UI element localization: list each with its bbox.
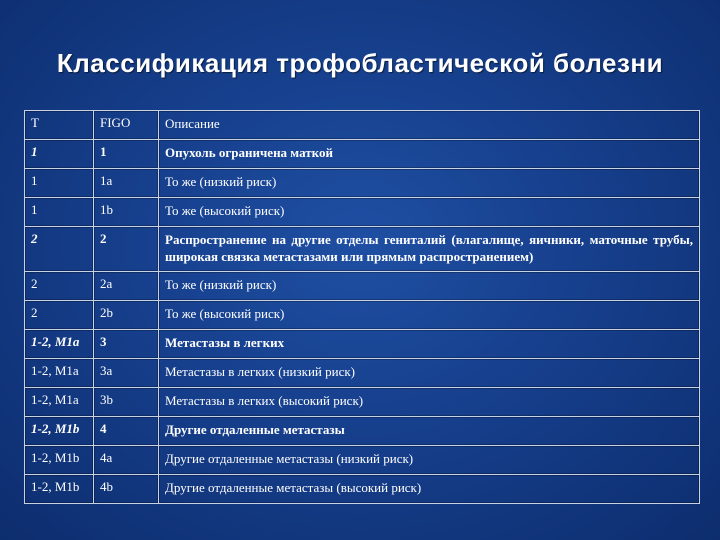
- table-row: [25, 446, 700, 475]
- table-row: [25, 301, 700, 330]
- cell-figo: 4: [94, 417, 159, 446]
- cell-t: 2: [25, 301, 94, 330]
- cell-figo: 1: [94, 140, 159, 169]
- cell-description: Другие отдаленные метастазы (низкий риск): [159, 446, 700, 475]
- header-figo: FIGO: [94, 111, 159, 140]
- cell-t: 1-2, M1b: [25, 446, 94, 475]
- cell-t: 1-2, M1a: [25, 330, 94, 359]
- cell-figo: 3: [94, 330, 159, 359]
- cell-figo: 2b: [94, 301, 159, 330]
- table-row: [25, 198, 700, 227]
- cell-figo: 1a: [94, 169, 159, 198]
- cell-description: Другие отдаленные метастазы: [159, 417, 700, 446]
- cell-figo: 2a: [94, 272, 159, 301]
- cell-description: Метастазы в легких: [159, 330, 700, 359]
- cell-figo: 2: [94, 227, 159, 272]
- table-row: [25, 272, 700, 301]
- table-row: [25, 330, 700, 359]
- cell-description: То же (высокий риск): [159, 301, 700, 330]
- cell-t: 1: [25, 198, 94, 227]
- cell-t: 1: [25, 169, 94, 198]
- cell-t: 1-2, M1a: [25, 388, 94, 417]
- cell-description: Метастазы в легких (низкий риск): [159, 359, 700, 388]
- cell-figo: 1b: [94, 198, 159, 227]
- cell-t: 2: [25, 227, 94, 272]
- slide-title: Классификация трофобластической болезни: [56, 48, 664, 78]
- cell-description: То же (низкий риск): [159, 169, 700, 198]
- cell-figo: 4a: [94, 446, 159, 475]
- header-description: Описание: [159, 111, 700, 140]
- cell-t: 2: [25, 272, 94, 301]
- cell-t: 1-2, M1a: [25, 359, 94, 388]
- cell-t: 1-2, M1b: [25, 475, 94, 504]
- table-row: [25, 227, 700, 272]
- table-row: [25, 417, 700, 446]
- cell-description: Распространение на другие отделы гениталий (влагалище, яичники, маточные трубы, широкая связка метастазами или прямым распространением): [159, 227, 700, 272]
- header-t: T: [25, 111, 94, 140]
- cell-description: Метастазы в легких (высокий риск): [159, 388, 700, 417]
- cell-description: То же (низкий риск): [159, 272, 700, 301]
- cell-description: Другие отдаленные метастазы (высокий риск): [159, 475, 700, 504]
- cell-description: Опухоль ограничена маткой: [159, 140, 700, 169]
- table-row: [25, 359, 700, 388]
- cell-t: 1: [25, 140, 94, 169]
- cell-description: То же (высокий риск): [159, 198, 700, 227]
- table-row: [25, 140, 700, 169]
- table-row: [25, 388, 700, 417]
- cell-figo: 4b: [94, 475, 159, 504]
- cell-figo: 3b: [94, 388, 159, 417]
- classification-table: [24, 110, 700, 504]
- cell-figo: 3a: [94, 359, 159, 388]
- table-row: [25, 475, 700, 504]
- table-row: [25, 169, 700, 198]
- table-header-row: [25, 111, 700, 140]
- cell-t: 1-2, M1b: [25, 417, 94, 446]
